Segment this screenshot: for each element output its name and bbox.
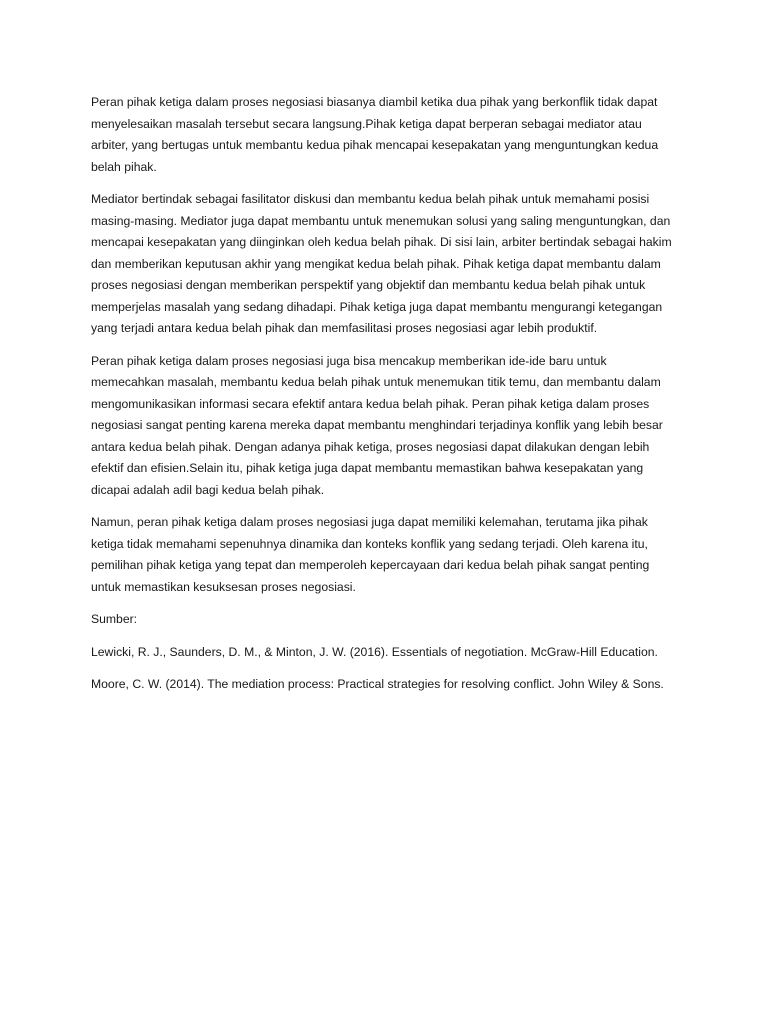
paragraph-intro: Peran pihak ketiga dalam proses negosiasi biasanya diambil ketika dua pihak yang berkonflik tidak dapat menyelesaikan masalah tersebut secara langsung.Pihak ketiga dapat berperan sebagai mediator atau arbiter, yang bertugas untuk membantu kedua pihak mencapai kesepakatan yang menguntungkan kedua belah pihak.: [91, 95, 659, 174]
paragraph-role: Peran pihak ketiga dalam proses negosiasi juga bisa mencakup memberikan ide-ide baru untuk memecahkan masalah, membantu kedua belah pihak untuk menemukan titik temu, dan membantu dalam mengomunikasikan informasi secara efektif antara kedua belah pihak. Peran pihak ketiga dalam proses negosiasi sangat penting karena mereka dapat membantu menghindari terjadinya konflik yang lebih besar antara kedua belah pihak. Dengan adanya pihak ketiga, proses negosiasi dapat dilakukan dengan lebih efektif dan efisien.Selain itu, pihak ketiga juga dapat membantu memastikan bahwa kesepakatan yang dicapai adalah adil bagi kedua belah pihak.: [91, 353, 663, 497]
paragraph-weakness: Namun, peran pihak ketiga dalam proses negosiasi juga dapat memiliki kelemahan, terutama jika pihak ketiga tidak memahami sepenuhnya dinamika dan konteks konflik yang sedang terjadi. Oleh karena itu, pemilihan pihak ketiga yang tepat dan memperoleh kepercayaan dari kedua belah pihak sangat penting untuk memastikan kesuksesan proses negosiasi.: [91, 515, 650, 594]
document-body: [91, 92, 681, 707]
paragraph-mediator: Mediator bertindak sebagai fasilitator diskusi dan membantu kedua belah pihak untuk memahami posisi masing-masing. Mediator juga dapat membantu untuk menemukan solusi yang saling menguntungkan, dan mencapai kesepakatan yang diinginkan oleh kedua belah pihak. Di sisi lain, arbiter bertindak sebagai hakim dan memberikan keputusan akhir yang mengikat kedua belah pihak. Pihak ketiga dapat membantu dalam proses negosiasi dengan memberikan perspektif yang objektif dan membantu kedua belah pihak untuk memperjelas masalah yang sedang dihadapi. Pihak ketiga juga dapat membantu mengurangi ketegangan yang terjadi antara kedua belah pihak dan memfasilitasi proses negosiasi agar lebih produktif.: [91, 192, 672, 335]
reference-lewicki: Lewicki, R. J., Saunders, D. M., & Minton, J. W. (2016). Essentials of negotiation. McGraw-Hill Education.: [91, 644, 658, 659]
reference-moore: Moore, C. W. (2014). The mediation process: Practical strategies for resolving conflict. John Wiley & Sons.: [91, 677, 664, 691]
sources-heading: Sumber:: [91, 612, 138, 626]
